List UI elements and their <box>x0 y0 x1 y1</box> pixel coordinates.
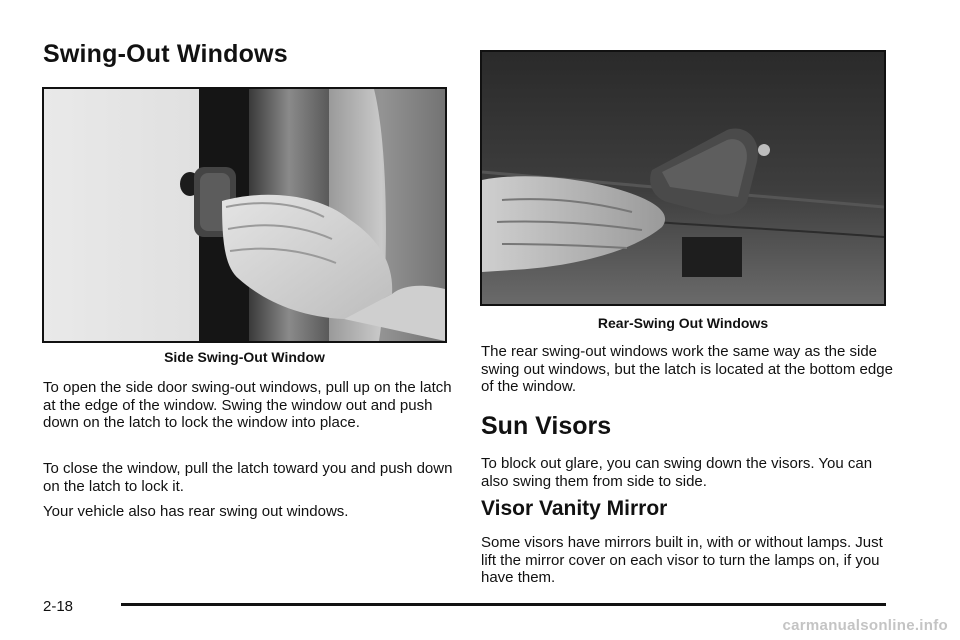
close-instructions: To close the window, pull the latch toward you and push down on the latch to lock it. <box>43 460 453 495</box>
vanity-mirror-heading: Visor Vanity Mirror <box>481 497 668 520</box>
rear-note: Your vehicle also has rear swing out windows. <box>43 503 349 520</box>
section-title: Swing-Out Windows <box>43 40 288 68</box>
sun-visors-text: To block out glare, you can swing down the visors. You can also swing them from side to side. <box>481 455 873 490</box>
page-number: 2-18 <box>43 598 74 615</box>
side-window-caption: Side Swing-Out Window <box>164 349 325 365</box>
open-instructions: To open the side door swing-out windows, pull up on the latch at the edge of the window. Swing the window out and push down on the latch to lock the window into place. <box>43 379 452 431</box>
side-window-photo <box>42 87 447 343</box>
vanity-mirror-text: Some visors have mirrors built in, with or without lamps. Just lift the mirror cover on each visor to turn the lamps on, if you have them. <box>481 534 883 586</box>
rear-window-description: The rear swing-out windows work the same way as the side swing out windows, but the latch is located at the bottom edge of the window. <box>481 343 893 395</box>
footer-rule <box>121 603 886 606</box>
watermark: carmanualsonline.info <box>782 617 948 634</box>
rear-window-photo <box>480 50 886 306</box>
rear-window-caption: Rear-Swing Out Windows <box>597 315 769 331</box>
sun-visors-heading: Sun Visors <box>481 412 612 440</box>
